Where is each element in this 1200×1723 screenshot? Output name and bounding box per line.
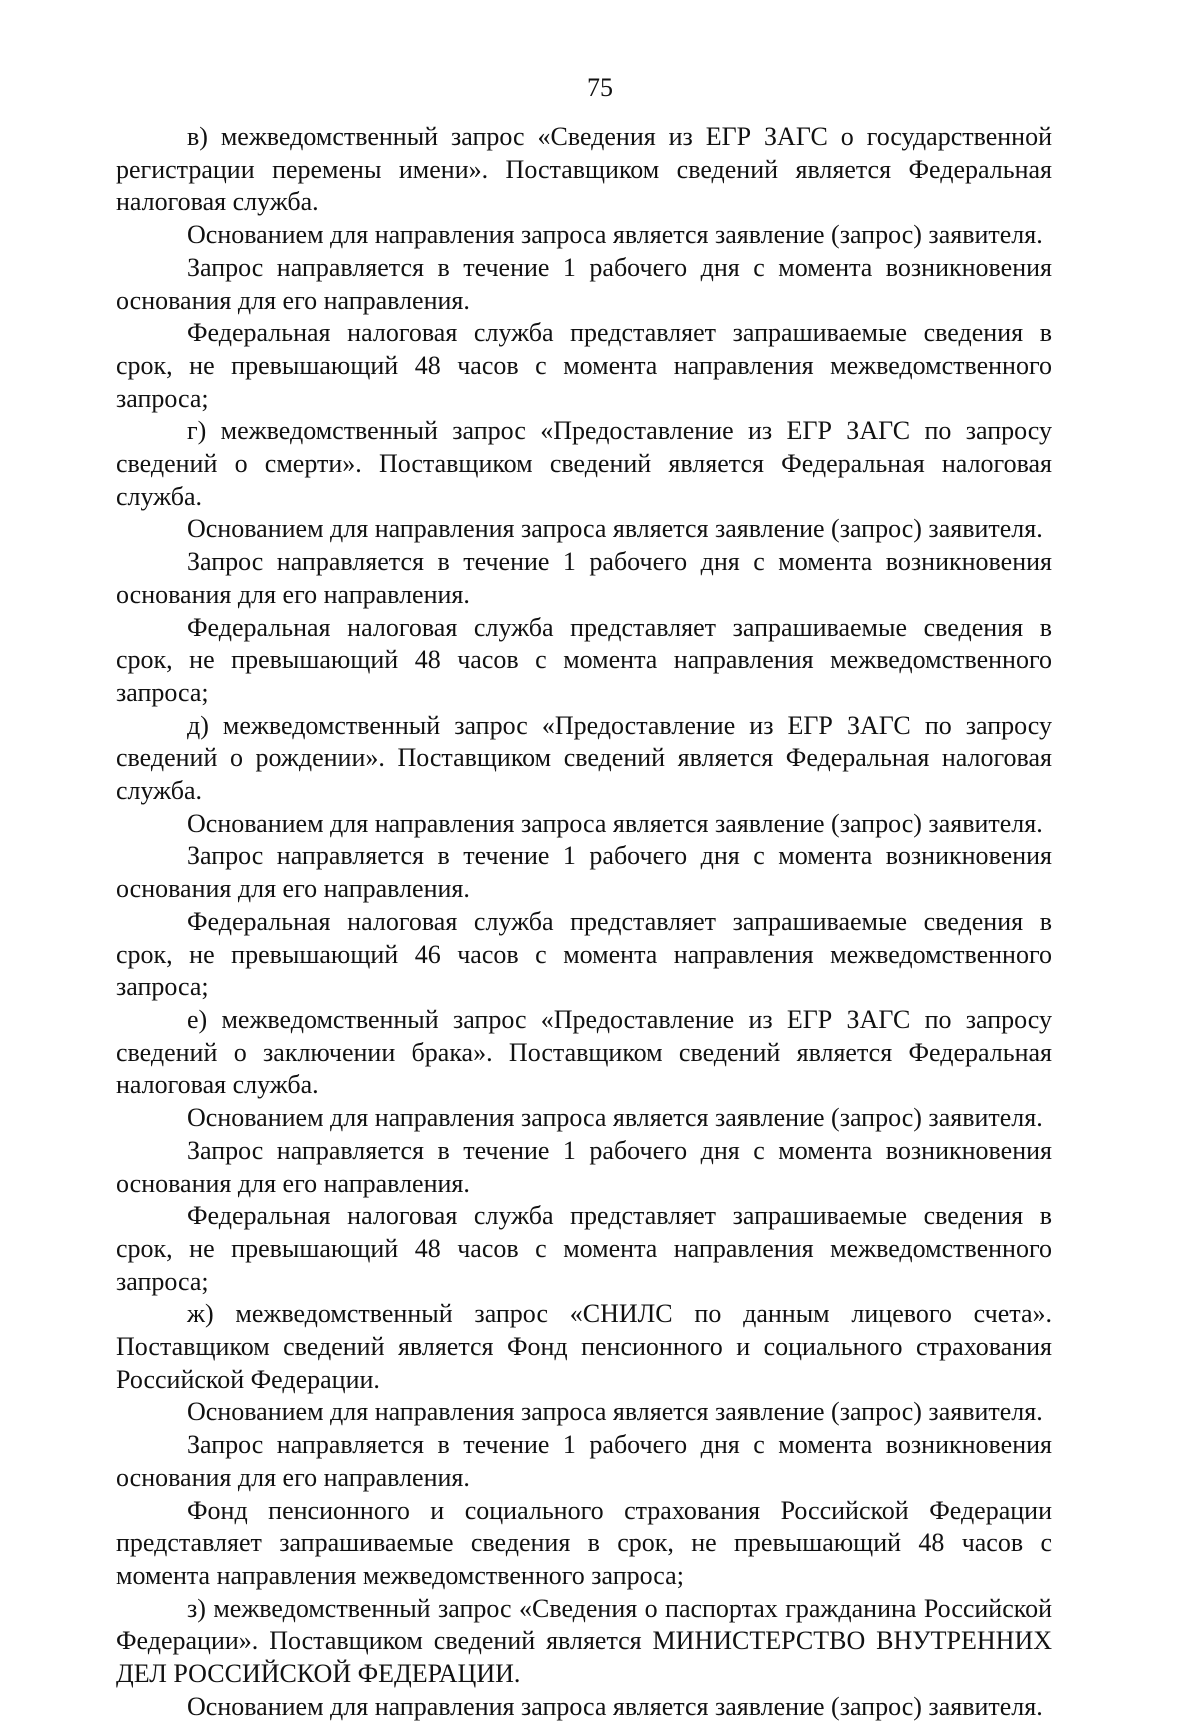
paragraph-basis: Основанием для направления запроса является заявление (запрос) заявителя. bbox=[187, 1397, 1043, 1427]
paragraph-timing: Запрос направляется в течение 1 рабочего дня с момента возникновения основания для его направления. bbox=[116, 547, 1052, 609]
paragraph-timing: Запрос направляется в течение 1 рабочего дня с момента возникновения основания для его направления. bbox=[116, 252, 1052, 315]
paragraph-basis: Основанием для направления запроса является заявление (запрос) заявителя. bbox=[187, 1103, 1043, 1133]
paragraph-response-term: Федеральная налоговая служба представляет запрашиваемые сведения в срок, не превышающий 46 часов с момента направления межведомственного запроса; bbox=[116, 906, 1052, 1002]
paragraph-basis: Основанием для направления запроса является заявление (запрос) заявителя. bbox=[187, 220, 1043, 250]
paragraph-basis: Основанием для направления запроса является заявление (запрос) заявителя. bbox=[187, 808, 1043, 838]
paragraph-basis: Основанием для направления запроса является заявление (запрос) заявителя. bbox=[187, 514, 1043, 544]
paragraph-timing: Запрос направляется в течение 1 рабочего дня с момента возникновения основания для его направления. bbox=[116, 1430, 1052, 1492]
paragraph-g-request: г) межведомственный запрос «Предоставление из ЕГР ЗАГС по запросу сведений о смерти». Поставщиком сведений является Федеральная налоговая служба. bbox=[116, 416, 1052, 511]
paragraph-d-request: д) межведомственный запрос «Предоставление из ЕГР ЗАГС по запросу сведений о рождении». Поставщиком сведений является Федеральная налоговая служба. bbox=[116, 710, 1052, 806]
document-body bbox=[116, 121, 1052, 1723]
paragraph-z-request: з) межведомственный запрос «Сведения о паспортах гражданина Российской Федерации». Поставщиком сведений является МИНИСТЕРСТВО ВНУТРЕННИХ ДЕЛ РОССИЙСКОЙ ФЕДЕРАЦИИ. bbox=[116, 1593, 1052, 1689]
paragraph-response-term: Федеральная налоговая служба представляет запрашиваемые сведения в срок, не превышающий 48 часов с момента направления межведомственного запроса; bbox=[116, 612, 1052, 707]
paragraph-e-request: е) межведомственный запрос «Предоставление из ЕГР ЗАГС по запросу сведений о заключении брака». Поставщиком сведений является Федеральная налоговая служба. bbox=[116, 1004, 1052, 1100]
paragraph-timing: Запрос направляется в течение 1 рабочего дня с момента возникновения основания для его направления. bbox=[116, 841, 1052, 904]
page-number: 75 bbox=[587, 73, 613, 102]
paragraph-zh-request: ж) межведомственный запрос «СНИЛС по данным лицевого счета». Поставщиком сведений является Фонд пенсионного и социального страхования Российской Федерации. bbox=[116, 1299, 1052, 1394]
paragraph-response-term: Федеральная налоговая служба представляет запрашиваемые сведения в срок, не превышающий 48 часов с момента направления межведомственного запроса; bbox=[116, 318, 1052, 413]
paragraph-response-term: Фонд пенсионного и социального страхования Российской Федерации представляет запрашиваемые сведения в срок, не превышающий 48 часов с момента направления межведомственного запроса; bbox=[116, 1495, 1052, 1590]
paragraph-timing: Запрос направляется в течение 1 рабочего дня с момента возникновения основания для его направления. bbox=[116, 1135, 1052, 1198]
paragraph-v-request: в) межведомственный запрос «Сведения из ЕГР ЗАГС о государственной регистрации перемены имени». Поставщиком сведений является Федеральная налоговая служба. bbox=[116, 122, 1052, 217]
paragraph-response-term: Федеральная налоговая служба представляет запрашиваемые сведения в срок, не превышающий 48 часов с момента направления межведомственного запроса; bbox=[116, 1201, 1052, 1296]
paragraph-basis: Основанием для направления запроса является заявление (запрос) заявителя. bbox=[187, 1691, 1043, 1721]
